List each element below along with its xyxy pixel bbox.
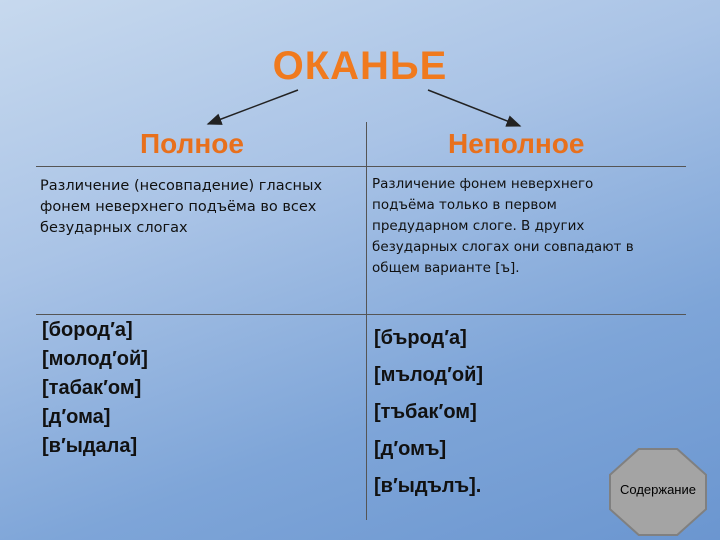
description-line: безударных слогах они совпадают в [372, 239, 634, 255]
example-word: [табак′ом] [42, 377, 142, 399]
description-partial [372, 174, 672, 279]
description-line: общем варианте [ъ]. [372, 260, 520, 276]
heading-full: Полное [140, 128, 244, 159]
row-divider-top [36, 166, 686, 167]
column-divider [366, 122, 367, 520]
examples-partial [374, 320, 483, 505]
example-word: [бърод′а] [374, 327, 467, 349]
example-word: [в′ыдълъ]. [374, 475, 482, 497]
description-line: фонем неверхнего подъёма во всех [40, 199, 317, 215]
description-line: подъёма только в первом [372, 197, 557, 213]
arrow-right [428, 90, 520, 126]
description-full [40, 176, 362, 239]
example-word: [тъбак′ом] [374, 401, 477, 423]
arrow-left [208, 90, 298, 124]
heading-partial: Неполное [448, 128, 585, 159]
example-word: [д′омъ] [374, 438, 447, 460]
example-word: [в′ыдала] [42, 435, 138, 457]
example-word: [бород′а] [42, 319, 133, 341]
content-button[interactable]: Содержание [620, 482, 696, 497]
example-word: [молод′ой] [42, 348, 148, 370]
example-word: [мълод′ой] [374, 364, 484, 386]
page-title: ОКАНЬЕ [272, 44, 448, 88]
description-line: Различение (несовпадение) гласных [40, 178, 323, 194]
examples-full [42, 316, 148, 461]
description-line: Различение фонем неверхнего [372, 176, 594, 192]
example-word: [д′ома] [42, 406, 111, 428]
row-divider-middle [36, 314, 686, 315]
description-line: предударном слоге. В других [372, 218, 585, 234]
description-line: безударных слогах [40, 220, 188, 236]
